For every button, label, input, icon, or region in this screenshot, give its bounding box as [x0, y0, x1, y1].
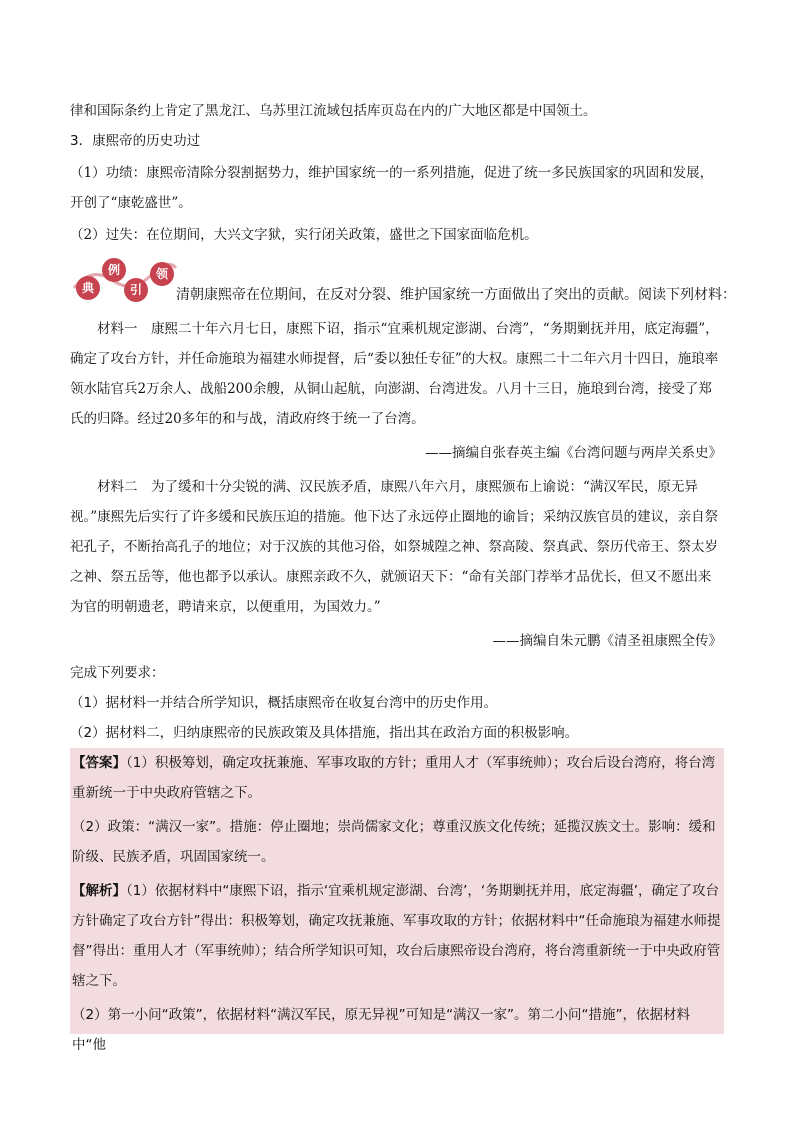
- example-badge: [72, 258, 178, 304]
- analysis-tag: 【解析】: [72, 883, 126, 899]
- analysis-one-text: （1）依据材料中“康熙下诏，指示‘宜乘机规定澎湖、台湾’，‘务期剿抚并用，底定海疆’，确定了攻台方针确定了攻台方针”得出：积极筹划，确定攻抚兼施、军事攻取的方针；依据材料中“任命施琅为福建水师提督”得出：重用人才（军事统帅）；结合所学知识可知，攻台后康熙帝设台湾府，将台湾重新统一于中央政府管辖之下。: [72, 883, 721, 989]
- analysis-box: [70, 876, 724, 1053]
- badge-char: 典: [76, 276, 100, 300]
- badge-char: 领: [150, 262, 174, 286]
- questions-intro: 完成下列要求：: [70, 665, 165, 681]
- material-one-source: ——摘编自张春英主编《台湾问题与两岸关系史》: [425, 445, 722, 461]
- question-one: （1）据材料一并结合所学知识，概括康熙帝在收复台湾中的历史作用。: [70, 695, 498, 711]
- analysis-one: [70, 876, 724, 996]
- answer-box: [70, 748, 724, 876]
- analysis-two: （2）第一小问“政策”，依据材料“满汉军民，原无异视”可知是“满汉一家”。第二小问“措施”，依据材料中“他: [72, 1007, 691, 1053]
- answer-one-text: （1）积极筹划，确定攻抚兼施、军事攻取的方针；重用人才（军事统帅）；攻台后设台湾府，将台湾重新统一于中央政府管辖之下。: [72, 755, 716, 801]
- example-lead: 清朝康熙帝在位期间，在反对分裂、维护国家统一方面做出了突出的贡献。阅读下列材料：: [176, 287, 736, 303]
- answer-two: （2）政策：“满汉一家”。措施：停止圈地；崇尚儒家文化；尊重汉族文化传统；延揽汉族文士。影响：缓和阶级、民族矛盾，巩固国家统一。: [72, 819, 716, 865]
- material-two: 材料二 为了缓和十分尖锐的满、汉民族矛盾，康熙八年六月，康熙颁布上谕说：“满汉军民，原无异视。”康熙先后实行了许多缓和民族压迫的措施。他下达了永远停止圈地的谕旨；采纳汉族官员的建议，亲自祭祀孔子，不断抬高孔子的地位；对于汉族的其他习俗，如祭城隍之神、祭高陵、祭真武、祭历代帝王、祭太岁之神、祭五岳等，他也都予以承认。康熙亲政不久，就颁诏天下：“命有关部门荐举才品优长，但又不愿出来为官的明朝遗老，聘请来京，以便重用，为国效力。”: [70, 479, 719, 615]
- question-two: （2）据材料二，归纳康熙帝的民族政策及具体措施，指出其在政治方面的积极影响。: [70, 725, 579, 741]
- text-line: 律和国际条约上肯定了黑龙江、乌苏里江流域包括库页岛在内的广大地区都是中国领土。: [70, 103, 597, 119]
- answer-tag: 【答案】: [72, 755, 126, 771]
- badge-char: 例: [102, 258, 126, 282]
- answer-one: [70, 748, 724, 808]
- fault-paragraph: （2）过失：在位期间，大兴文字狱，实行闭关政策，盛世之下国家面临危机。: [70, 227, 538, 243]
- badge-char: 引: [124, 278, 148, 302]
- section-heading: 3．康熙帝的历史功过: [70, 133, 201, 149]
- material-one: 材料一 康熙二十年六月七日，康熙下诏，指示“宜乘机规定澎湖、台湾”，“务期剿抚并用，底定海疆”，确定了攻台方针，并任命施琅为福建水师提督，后“委以独任专征”的大权。康熙二十二年六月十四日，施琅率领水陆官兵2万余人、战船200余艘，从铜山起航，向澎湖、台湾进发。八月十三日，施琅到台湾，接受了郑氏的归降。经过20多年的和与战，清政府终于统一了台湾。: [70, 321, 719, 427]
- merit-paragraph: （1）功绩：康熙帝清除分裂割据势力，维护国家统一的一系列措施，促进了统一多民族国家的巩固和发展，开创了“康乾盛世”。: [70, 165, 714, 211]
- material-two-source: ——摘编自朱元鹏《清圣祖康熙全传》: [492, 633, 722, 649]
